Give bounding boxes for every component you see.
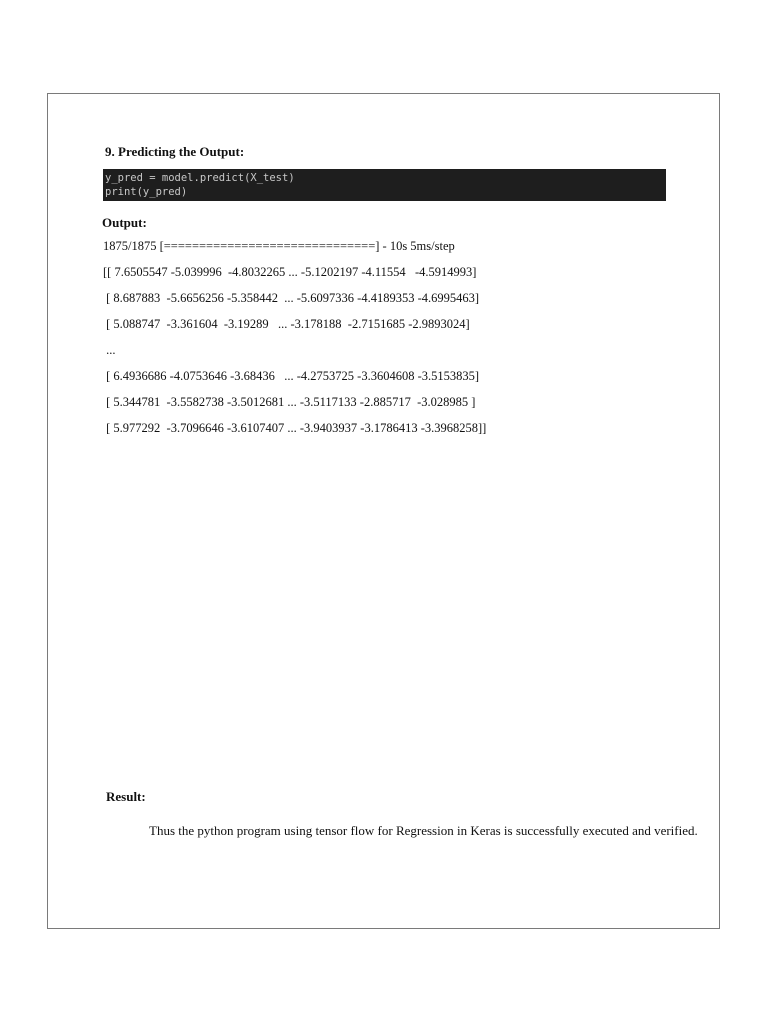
output-label: Output: bbox=[102, 215, 147, 230]
output-array-line: [ 6.4936686 -4.0753646 -3.68436 ... -4.2753725 -3.3604608 -3.5153835] bbox=[103, 369, 480, 383]
output-progress-line: 1875/1875 [==============================] - 10s 5ms/step bbox=[103, 239, 455, 253]
output-array-line: [ 5.088747 -3.361604 -3.19289 ... -3.178188 -2.7151685 -2.9893024] bbox=[103, 317, 470, 331]
output-array-line: [ 5.977292 -3.7096646 -3.6107407 ... -3.9403937 -3.1786413 -3.3968258]] bbox=[103, 421, 487, 435]
page-frame bbox=[47, 93, 720, 929]
section-heading: 9. Predicting the Output: bbox=[105, 144, 245, 159]
output-array-line: [[ 7.6505547 -5.039996 -4.8032265 ... -5.1202197 -4.11554 -4.5914993] bbox=[103, 265, 477, 279]
result-text: Thus the python program using tensor flow for Regression in Keras is successfully executed and verified. bbox=[149, 823, 698, 838]
output-array-line: [ 8.687883 -5.6656256 -5.358442 ... -5.6097336 -4.4189353 -4.6995463] bbox=[103, 291, 480, 305]
code-block bbox=[103, 169, 666, 201]
code-line: print(y_pred) bbox=[105, 186, 188, 198]
output-ellipsis-line: ... bbox=[103, 343, 116, 357]
code-line: y_pred = model.predict(X_test) bbox=[105, 172, 295, 184]
result-label: Result: bbox=[106, 789, 146, 804]
output-array-line: [ 5.344781 -3.5582738 -3.5012681 ... -3.5117133 -2.885717 -3.028985 ] bbox=[103, 395, 476, 409]
